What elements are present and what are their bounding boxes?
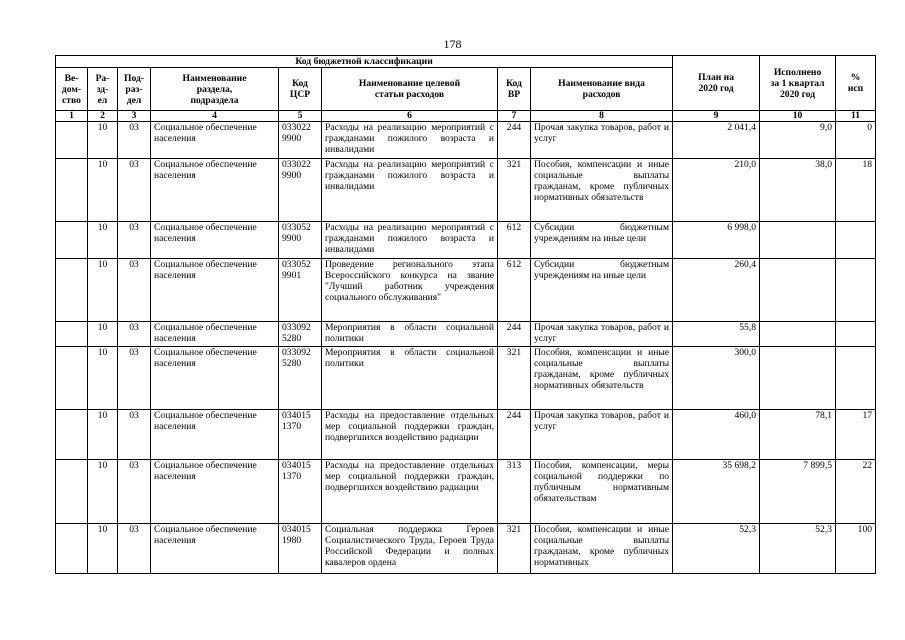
done-cell: 9,0 xyxy=(760,122,836,159)
column-number: 3 xyxy=(118,111,151,122)
podrazdel-cell: 03 xyxy=(118,122,151,159)
vr-name-cell: Пособия, компенсации и иные социальные выплаты гражданам, кроме публичных нормативных обязательств xyxy=(531,347,673,410)
done-cell: 7 899,5 xyxy=(760,460,836,524)
section-name-cell: Социальное обеспечение населения xyxy=(151,524,279,574)
csr-cell: 033052 9900 xyxy=(279,222,322,259)
percent-cell xyxy=(836,347,876,410)
column-number: 4 xyxy=(151,111,279,122)
header-vedomstvo: Ве- дом- ство xyxy=(56,68,88,111)
razdel-cell: 10 xyxy=(88,410,118,460)
vr-cell: 321 xyxy=(498,524,531,574)
header-section-name: Наименование раздела, подраздела xyxy=(151,68,279,111)
section-name-cell: Социальное обеспечение населения xyxy=(151,159,279,222)
vr-cell: 244 xyxy=(498,122,531,159)
column-number: 9 xyxy=(673,111,760,122)
vr-name-cell: Пособия, компенсации и иные социальные выплаты гражданам, кроме публичных нормативных xyxy=(531,524,673,574)
target-name-cell: Мероприятия в области социальной политики xyxy=(322,347,498,410)
vr-name-cell: Прочая закупка товаров, работ и услуг xyxy=(531,322,673,347)
table-row xyxy=(56,460,876,524)
column-number: 5 xyxy=(279,111,322,122)
header-vr-name: Наименование вида расходов xyxy=(531,68,673,111)
percent-cell: 0 xyxy=(836,122,876,159)
section-name-cell: Социальное обеспечение населения xyxy=(151,222,279,259)
plan-cell: 35 698,2 xyxy=(673,460,760,524)
done-cell: 78,1 xyxy=(760,410,836,460)
plan-cell: 6 998,0 xyxy=(673,222,760,259)
target-name-cell: Расходы на реализацию мероприятий с гражданами пожилого возраста и инвалидами xyxy=(322,159,498,222)
column-number: 11 xyxy=(836,111,876,122)
done-cell: 52,3 xyxy=(760,524,836,574)
vr-name-cell: Пособия, компенсации и иные социальные выплаты гражданам, кроме публичных нормативных обязательств xyxy=(531,159,673,222)
vr-name-cell: Прочая закупка товаров, работ и услуг xyxy=(531,122,673,159)
done-cell: 38,0 xyxy=(760,159,836,222)
section-name-cell: Социальное обеспечение населения xyxy=(151,410,279,460)
podrazdel-cell: 03 xyxy=(118,159,151,222)
column-number: 2 xyxy=(88,111,118,122)
csr-cell: 033052 9901 xyxy=(279,259,322,322)
csr-cell: 033022 9900 xyxy=(279,159,322,222)
column-number: 6 xyxy=(322,111,498,122)
table-row xyxy=(56,347,876,410)
plan-cell: 300,0 xyxy=(673,347,760,410)
podrazdel-cell: 03 xyxy=(118,322,151,347)
table-row xyxy=(56,524,876,574)
podrazdel-cell: 03 xyxy=(118,259,151,322)
header-csr: Код ЦСР xyxy=(279,68,322,111)
section-name-cell: Социальное обеспечение населения xyxy=(151,460,279,524)
vedomstvo-cell xyxy=(56,460,88,524)
vedomstvo-cell xyxy=(56,347,88,410)
header-percent: % исп xyxy=(836,56,876,111)
page-number: 178 xyxy=(443,37,462,51)
csr-cell: 033022 9900 xyxy=(279,122,322,159)
percent-cell xyxy=(836,222,876,259)
podrazdel-cell: 03 xyxy=(118,222,151,259)
podrazdel-cell: 03 xyxy=(118,524,151,574)
percent-cell: 17 xyxy=(836,410,876,460)
column-number-row xyxy=(56,111,876,122)
table-row xyxy=(56,322,876,347)
razdel-cell: 10 xyxy=(88,222,118,259)
column-number: 8 xyxy=(531,111,673,122)
header-budget-classification: Код бюджетной классификации xyxy=(56,56,673,68)
table-row xyxy=(56,122,876,159)
column-number: 10 xyxy=(760,111,836,122)
vr-name-cell: Субсидии бюджетным учреждениям на иные цели xyxy=(531,222,673,259)
vr-name-cell: Прочая закупка товаров, работ и услуг xyxy=(531,410,673,460)
plan-cell: 55,8 xyxy=(673,322,760,347)
vedomstvo-cell xyxy=(56,524,88,574)
target-name-cell: Расходы на реализацию мероприятий с гражданами пожилого возраста и инвалидами xyxy=(322,222,498,259)
target-name-cell: Расходы на предоставление отдельных мер социальной поддержки граждан, подвергшихся воздействию радиации xyxy=(322,460,498,524)
razdel-cell: 10 xyxy=(88,259,118,322)
vr-cell: 244 xyxy=(498,410,531,460)
target-name-cell: Расходы на предоставление отдельных мер социальной поддержки граждан, подвергшихся воздействию радиации xyxy=(322,410,498,460)
plan-cell: 260,4 xyxy=(673,259,760,322)
header-razdel: Ра- зд- ел xyxy=(88,68,118,111)
table-row xyxy=(56,259,876,322)
done-cell xyxy=(760,322,836,347)
table-row xyxy=(56,222,876,259)
vedomstvo-cell xyxy=(56,410,88,460)
razdel-cell: 10 xyxy=(88,322,118,347)
column-number: 1 xyxy=(56,111,88,122)
podrazdel-cell: 03 xyxy=(118,460,151,524)
percent-cell: 18 xyxy=(836,159,876,222)
percent-cell xyxy=(836,259,876,322)
vedomstvo-cell xyxy=(56,122,88,159)
vedomstvo-cell xyxy=(56,322,88,347)
section-name-cell: Социальное обеспечение населения xyxy=(151,347,279,410)
vr-cell: 244 xyxy=(498,322,531,347)
plan-cell: 210,0 xyxy=(673,159,760,222)
header-done: Исполнено за 1 квартал 2020 год xyxy=(760,56,836,111)
section-name-cell: Социальное обеспечение населения xyxy=(151,259,279,322)
plan-cell: 52,3 xyxy=(673,524,760,574)
vr-name-cell: Пособия, компенсации, меры социальной поддержки по публичным нормативным обязательствам xyxy=(531,460,673,524)
percent-cell: 100 xyxy=(836,524,876,574)
vr-cell: 321 xyxy=(498,159,531,222)
target-name-cell: Расходы на реализацию мероприятий с гражданами пожилого возраста и инвалидами xyxy=(322,122,498,159)
razdel-cell: 10 xyxy=(88,122,118,159)
target-name-cell: Мероприятия в области социальной политики xyxy=(322,322,498,347)
percent-cell xyxy=(836,322,876,347)
vr-cell: 612 xyxy=(498,222,531,259)
header-plan: План на 2020 год xyxy=(673,56,760,111)
vr-cell: 313 xyxy=(498,460,531,524)
target-name-cell: Социальная поддержка Героев Социалистического Труда, Героев Труда Российской Федерации и полных кавалеров ордена xyxy=(322,524,498,574)
header-target-name: Наименование целевой статьи расходов xyxy=(322,68,498,111)
vr-name-cell: Субсидии бюджетным учреждениям на иные цели xyxy=(531,259,673,322)
target-name-cell: Проведение регионального этапа Всероссийского конкурса на звание "Лучший работник учреждения социального обслуживания" xyxy=(322,259,498,322)
done-cell xyxy=(760,347,836,410)
done-cell xyxy=(760,259,836,322)
razdel-cell: 10 xyxy=(88,347,118,410)
podrazdel-cell: 03 xyxy=(118,347,151,410)
plan-cell: 460,0 xyxy=(673,410,760,460)
csr-cell: 033092 5280 xyxy=(279,322,322,347)
vr-cell: 612 xyxy=(498,259,531,322)
csr-cell: 034015 1980 xyxy=(279,524,322,574)
done-cell xyxy=(760,222,836,259)
vedomstvo-cell xyxy=(56,222,88,259)
section-name-cell: Социальное обеспечение населения xyxy=(151,122,279,159)
header-podrazdel: Под- раз- дел xyxy=(118,68,151,111)
plan-cell: 2 041,4 xyxy=(673,122,760,159)
podrazdel-cell: 03 xyxy=(118,410,151,460)
razdel-cell: 10 xyxy=(88,524,118,574)
table-row xyxy=(56,410,876,460)
razdel-cell: 10 xyxy=(88,460,118,524)
vr-cell: 321 xyxy=(498,347,531,410)
section-name-cell: Социальное обеспечение населения xyxy=(151,322,279,347)
csr-cell: 033092 5280 xyxy=(279,347,322,410)
table-row xyxy=(56,159,876,222)
vedomstvo-cell xyxy=(56,159,88,222)
column-number: 7 xyxy=(498,111,531,122)
csr-cell: 034015 1370 xyxy=(279,460,322,524)
percent-cell: 22 xyxy=(836,460,876,524)
vedomstvo-cell xyxy=(56,259,88,322)
csr-cell: 034015 1370 xyxy=(279,410,322,460)
razdel-cell: 10 xyxy=(88,159,118,222)
header-vr: Код ВР xyxy=(498,68,531,111)
budget-table xyxy=(55,55,876,574)
